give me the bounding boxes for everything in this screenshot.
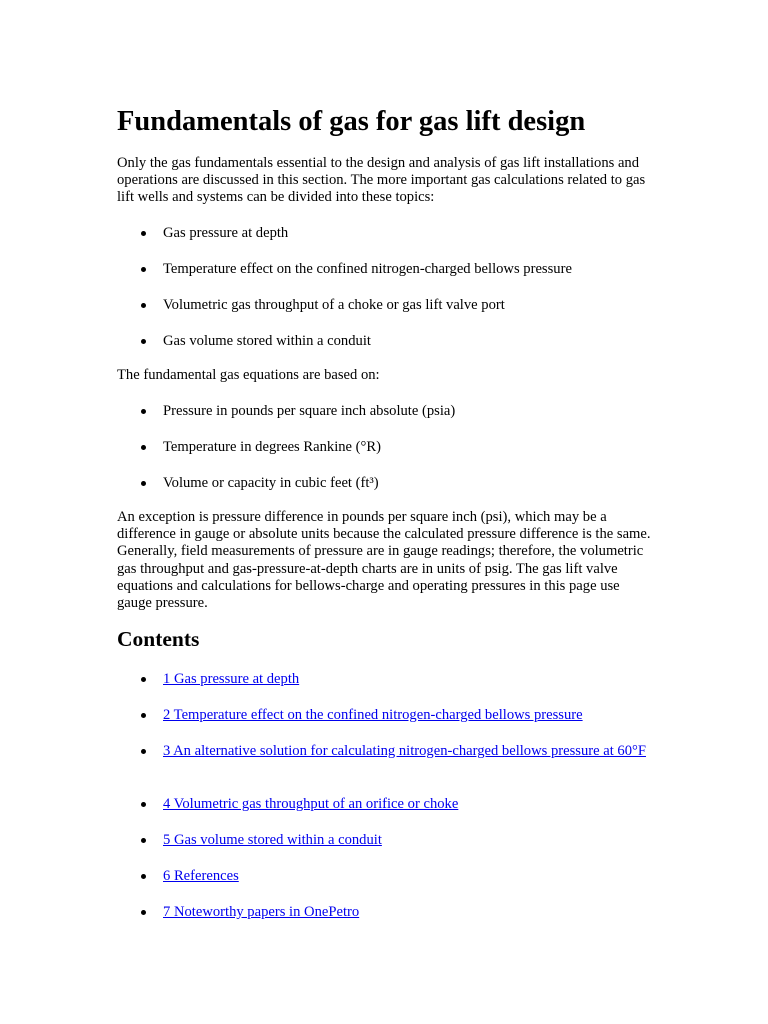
contents-link-temperature-effect[interactable]: 2 Temperature effect on the confined nitrogen-charged bellows pressure <box>163 707 583 723</box>
bullet-icon <box>141 231 146 236</box>
bullet-icon <box>141 838 146 843</box>
bullet-icon <box>141 445 146 450</box>
bullet-icon <box>141 802 146 807</box>
contents-link-gas-pressure[interactable]: 1 Gas pressure at depth <box>163 671 300 687</box>
bullet-icon <box>141 677 146 682</box>
bullet-icon <box>141 481 146 486</box>
bullet-icon <box>141 874 146 879</box>
contents-link-noteworthy-papers[interactable]: 7 Noteworthy papers in OnePetro <box>163 904 360 920</box>
bullet-icon <box>141 910 146 915</box>
bullet-icon <box>141 749 146 754</box>
intro-paragraph: Only the gas fundamentals essential to the design and analysis of gas lift installations and operations are discussed in this section. The more important gas calculations related to gas lift wells and systems can be divided into these topics: <box>117 155 646 206</box>
bullet-icon <box>141 713 146 718</box>
page-title: Fundamentals of gas for gas lift design <box>117 106 586 137</box>
contents-link-volumetric-throughput[interactable]: 4 Volumetric gas throughput of an orifice or choke <box>163 796 459 812</box>
bullet-icon <box>141 303 146 308</box>
contents-heading: Contents <box>117 627 200 651</box>
bullet-icon <box>141 339 146 344</box>
bullet-icon <box>141 267 146 272</box>
contents-link-alternative-solution[interactable]: 3 An alternative solution for calculating nitrogen-charged bellows pressure at 60°F <box>163 743 646 759</box>
bullet-icon <box>141 409 146 414</box>
exception-paragraph: An exception is pressure difference in pounds per square inch (psi), which may be a difference in gauge or absolute units because the calculated pressure difference is the same. Generally, field measurements of pressure are in gauge readings; therefore, the volumetric gas throughput and gas-pressure-at-depth charts are in units of psig. The gas lift valve equations and calculations for bellows-charge and operating pressures in this page use gauge pressure. <box>117 509 651 612</box>
contents-link-references[interactable]: 6 References <box>163 868 239 884</box>
contents-link-gas-volume[interactable]: 5 Gas volume stored within a conduit <box>163 832 382 848</box>
equations-intro: The fundamental gas equations are based on: <box>117 367 380 383</box>
